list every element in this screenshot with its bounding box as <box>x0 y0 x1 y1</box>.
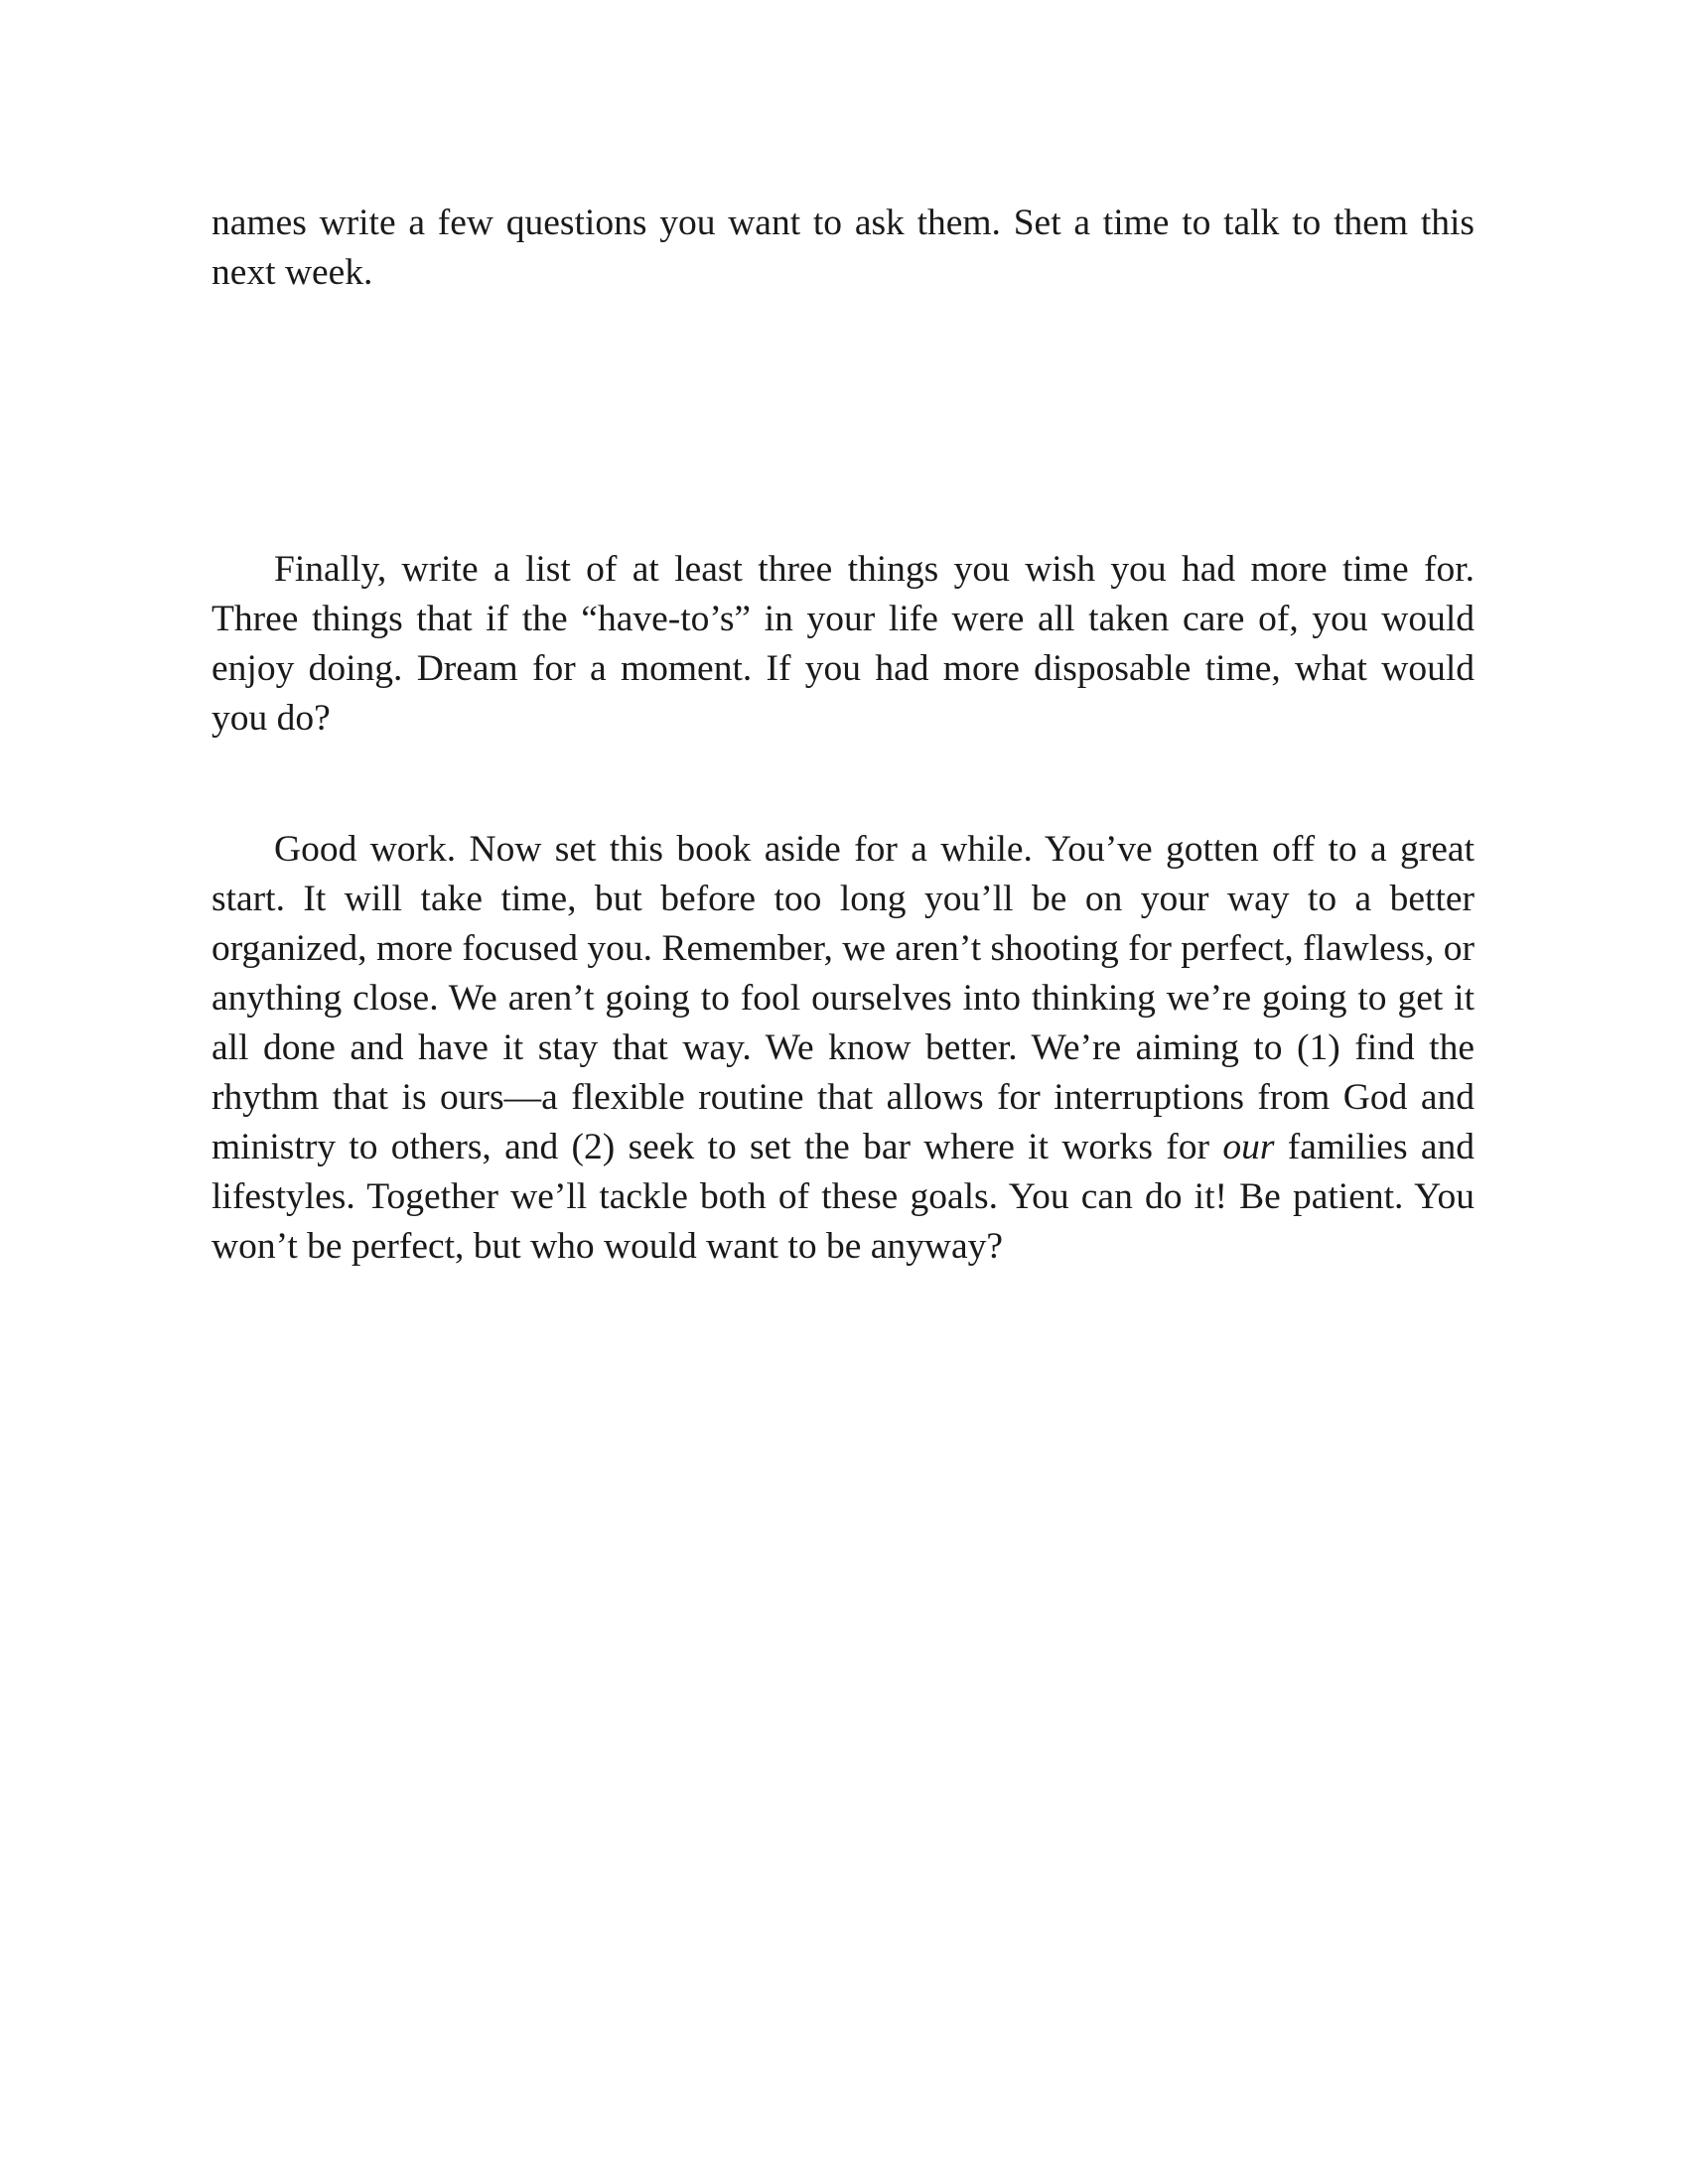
paragraph-text-after-emphasis: families and lifestyles. Together we’ll tackle both of these goals. You can do it! Be patient. You won’t be perfect, but who would want to be anyway? <box>211 1127 1475 1267</box>
paragraph-continuation: names write a few questions you want to ask them. Set a time to talk to them this next week. <box>211 203 1475 293</box>
paragraph-finally: Finally, write a list of at least three things you wish you had more time for. Three things that if the “have-to’s” in your life were all taken care of, you would enjoy doing. Dream for a moment. If you had more disposable time, what would you do? <box>211 549 1475 739</box>
emphasized-word: our <box>1222 1127 1275 1167</box>
paragraph-text-before-emphasis: Good work. Now set this book aside for a while. You’ve gotten off to a great start. It will take time, but before too long you’ll be on your way to a better organized, more focused you. Remember, we aren’t shooting for perfect, flawless, or anything close. We aren’t going to fool ourselves into thinking we’re going to get it all done and have it stay that way. We know better. We’re aiming to (1) find the rhythm that is ours—a flexible routine that allows for interruptions from God and ministry to others, and (2) seek to set the bar where it works for <box>211 829 1475 1167</box>
paragraph-good-work <box>211 825 1475 1272</box>
